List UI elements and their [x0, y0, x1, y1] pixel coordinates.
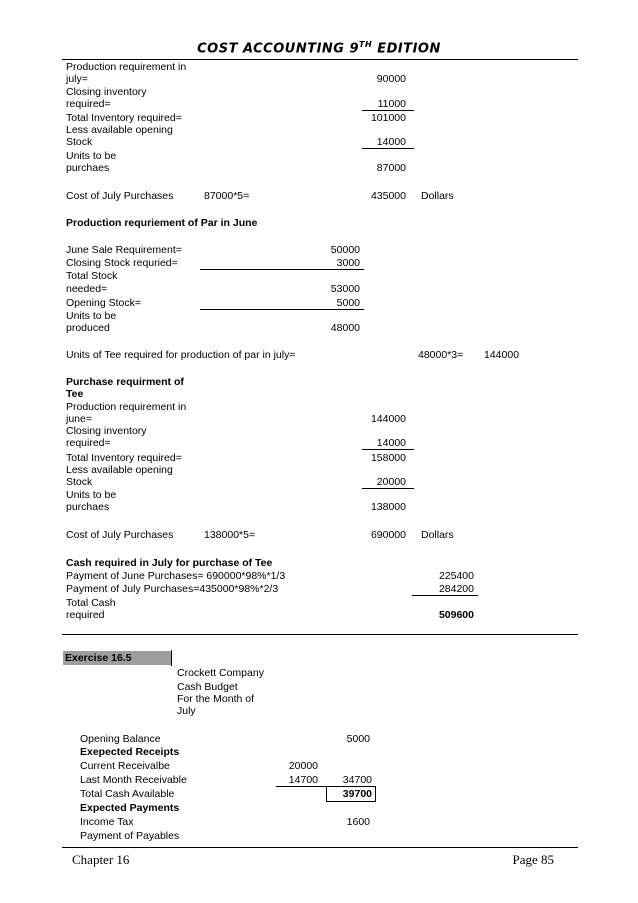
- units-produced-value: 48000: [330, 322, 360, 334]
- prod-req-value: 90000: [376, 73, 406, 85]
- total-inv-value: 158000: [370, 452, 406, 464]
- units-value: 87000: [376, 162, 406, 174]
- budget-title-3: July: [177, 705, 196, 717]
- units-label-1: Units to be: [66, 150, 117, 162]
- prod-req-value: 144000: [370, 413, 406, 425]
- footer-page-number: Page 85: [512, 852, 554, 867]
- cost-unit: Dollars: [421, 190, 454, 202]
- closing-inv-label-2: required=: [66, 98, 111, 110]
- less-opening-value: 14000: [376, 136, 406, 148]
- july-payment-value: 284200: [438, 583, 474, 595]
- total-cash-label-2: required: [66, 609, 105, 621]
- total-cash-label-1: Total Cash: [66, 597, 116, 609]
- par-june-heading: Production requriement of Par in June: [66, 217, 258, 229]
- less-opening-label-2: Stock: [66, 476, 93, 488]
- underline: [412, 595, 478, 596]
- cost-formula: 87000*5=: [204, 190, 250, 202]
- sale-req-label: June Sale Requirement=: [66, 244, 182, 256]
- company-name: Crockett Company: [177, 667, 264, 679]
- receipts-heading: Exepected Receipts: [80, 746, 180, 758]
- prod-req-label-2: june=: [66, 413, 92, 425]
- header-title-sup: TH: [359, 40, 373, 49]
- tee-units-label: Units of Tee required for production of par in july=: [66, 349, 296, 361]
- cost-value: 435000: [370, 190, 406, 202]
- total-inv-value: 101000: [370, 112, 406, 124]
- units-label-2: purchaes: [66, 501, 110, 513]
- sale-req-value: 50000: [330, 244, 360, 256]
- less-opening-label-2: Stock: [66, 136, 93, 148]
- cost-value: 690000: [370, 529, 406, 541]
- underline: [362, 110, 414, 111]
- last-month-label: Last Month Receivable: [80, 774, 187, 786]
- closing-inv-value: 14000: [376, 437, 406, 449]
- prod-req-label-1: Production requirement in: [66, 61, 187, 73]
- cash-required-heading: Cash required in July for purchase of Tee: [66, 557, 273, 569]
- cost-label: Cost of July Purchases: [66, 529, 174, 541]
- income-tax-label: Income Tax: [80, 816, 134, 828]
- receipts-total-value: 34700: [342, 774, 372, 786]
- units-label-1: Units to be: [66, 489, 117, 501]
- underline: [200, 269, 364, 270]
- total-stock-label-1: Total Stock: [66, 270, 118, 282]
- last-month-value: 14700: [288, 774, 318, 786]
- units-value: 138000: [370, 501, 406, 513]
- total-stock-value: 53000: [330, 283, 360, 295]
- closing-inv-label-1: Closing inventory: [66, 86, 147, 98]
- closing-stock-value: 3000: [336, 257, 360, 269]
- header-title-tail: EDITION: [372, 41, 441, 57]
- opening-balance-label: Opening Balance: [80, 733, 161, 745]
- prod-req-label-1: Production requirement in: [66, 401, 187, 413]
- total-stock-label-2: needed=: [66, 283, 108, 295]
- cost-label: Cost of July Purchases: [66, 190, 174, 202]
- tag-divider: [171, 650, 172, 666]
- cost-formula: 138000*5=: [204, 529, 256, 541]
- header-title-main: COST ACCOUNTING 9: [197, 41, 360, 57]
- cost-unit: Dollars: [421, 529, 454, 541]
- current-receivable-label: Current Receivalbe: [80, 760, 170, 772]
- section-rule: [62, 634, 578, 635]
- budget-title-2: For the Month of: [177, 693, 255, 705]
- total-available-label: Total Cash Available: [80, 788, 175, 800]
- underline: [362, 449, 414, 450]
- underline: [362, 488, 414, 489]
- total-inv-label: Total Inventory required=: [66, 452, 182, 464]
- page-header-title: [0, 40, 638, 56]
- underline: [200, 309, 364, 310]
- tee-heading-1: Purchase requirment of: [66, 376, 184, 388]
- opening-stock-label: Opening Stock=: [66, 297, 142, 309]
- july-payment-label: Payment of July Purchases=435000*98%*2/3: [66, 583, 279, 595]
- income-tax-value: 1600: [346, 816, 370, 828]
- footer-rule: [62, 847, 578, 848]
- opening-balance-value: 5000: [346, 733, 370, 745]
- closing-inv-value: 11000: [377, 98, 406, 110]
- prod-req-label-2: july=: [66, 73, 88, 85]
- units-label-2: purchaes: [66, 162, 110, 174]
- exercise-tag: Exercise 16.5: [63, 651, 171, 665]
- tee-heading-2: Tee: [66, 388, 84, 400]
- underline: [362, 148, 414, 149]
- header-rule: [62, 59, 578, 60]
- less-opening-value: 20000: [376, 476, 406, 488]
- closing-inv-label-2: required=: [66, 437, 111, 449]
- footer-chapter: Chapter 16: [72, 852, 130, 867]
- payments-heading: Expected Payments: [80, 802, 180, 814]
- total-available-value: 39700: [342, 788, 372, 800]
- budget-title-1: Cash Budget: [177, 681, 238, 693]
- june-payment-value: 225400: [438, 570, 474, 582]
- closing-stock-label: Closing Stock requried=: [66, 257, 178, 269]
- tee-units-value: 144000: [484, 349, 520, 361]
- less-opening-label-1: Less available opening: [66, 464, 173, 476]
- opening-stock-value: 5000: [336, 297, 360, 309]
- closing-inv-label-1: Closing inventory: [66, 425, 147, 437]
- june-payment-label: Payment of June Purchases= 690000*98%*1/3: [66, 570, 286, 582]
- units-produced-label-2: produced: [66, 322, 110, 334]
- payables-label: Payment of Payables: [80, 830, 180, 842]
- total-inv-label: Total Inventory required=: [66, 112, 182, 124]
- less-opening-label-1: Less available opening: [66, 124, 173, 136]
- current-receivable-value: 20000: [288, 760, 318, 772]
- total-cash-value: 509600: [438, 609, 474, 621]
- units-produced-label-1: Units to be: [66, 310, 117, 322]
- tee-units-formula: 48000*3=: [418, 349, 464, 361]
